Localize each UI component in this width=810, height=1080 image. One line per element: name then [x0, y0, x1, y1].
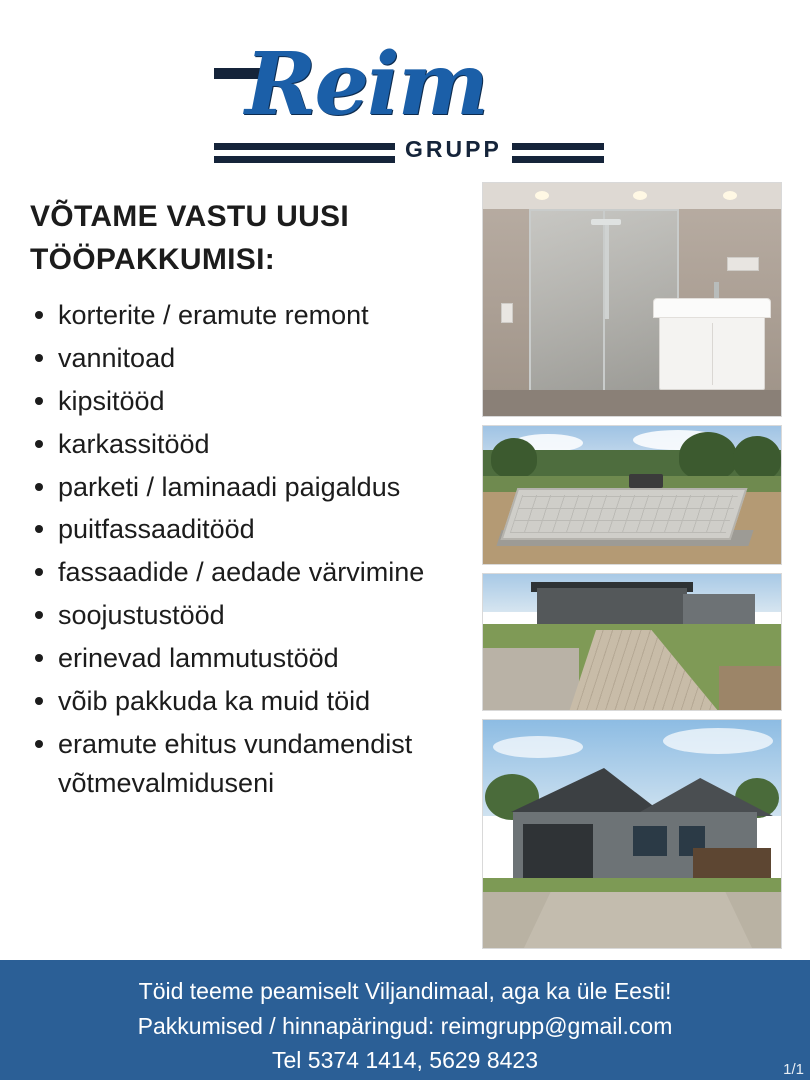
list-item-label: eramute ehitus vundamendist võtmevalmiduseni: [58, 728, 413, 798]
shower-head-icon: [591, 219, 621, 225]
list-item: [30, 510, 470, 549]
window: [633, 826, 667, 856]
towel-holder: [727, 257, 759, 271]
list-item: [30, 639, 470, 678]
bullet-dot-icon: [35, 611, 43, 619]
list-item: [30, 682, 470, 721]
bullet-dot-icon: [35, 483, 43, 491]
contact-footer: [0, 960, 810, 1080]
company-logo: [190, 28, 620, 163]
list-item: [30, 296, 470, 335]
list-item: [30, 725, 470, 803]
list-item: [30, 425, 470, 464]
bullet-dot-icon: [35, 354, 43, 362]
vanity-cabinet: [659, 316, 765, 390]
light-switch-icon: [501, 303, 513, 323]
soil-area: [719, 666, 782, 711]
tree-icon: [679, 432, 737, 480]
list-item: [30, 339, 470, 378]
bullet-dot-icon: [35, 440, 43, 448]
list-item-label: erinevad lammutustööd: [58, 643, 339, 673]
list-item-label: puitfassaaditööd: [58, 514, 255, 545]
foundation-photo: [482, 425, 782, 565]
list-item-label: soojustustööd: [58, 600, 225, 631]
footer-line-region: Töid teeme peamiselt Viljandimaal, aga ka üle Eesti!: [138, 978, 672, 1004]
photo-gallery: [482, 182, 782, 957]
concrete-slab: [501, 488, 748, 540]
bullet-dot-icon: [35, 568, 43, 576]
list-item-label: vannitoad: [58, 342, 176, 373]
bullet-dot-icon: [35, 311, 43, 319]
shower-rail: [605, 223, 609, 319]
tree-icon: [733, 436, 781, 480]
list-item-label: karkassitööd: [58, 428, 210, 459]
footer-line-phone[interactable]: Tel 5374 1414, 5629 8423: [271, 1047, 539, 1073]
ceiling-light-icon: [633, 191, 647, 200]
ceiling-light-icon: [723, 191, 737, 200]
house-wing: [683, 594, 755, 626]
list-item: [30, 468, 470, 507]
bullet-dot-icon: [35, 697, 43, 705]
list-item: [30, 596, 470, 635]
ceiling-light-icon: [535, 191, 549, 200]
truck-icon: [629, 474, 663, 488]
bullet-dot-icon: [35, 397, 43, 405]
services-list: [30, 296, 470, 807]
bullet-dot-icon: [35, 654, 43, 662]
grass-strip: [483, 878, 781, 892]
bullet-dot-icon: [35, 525, 43, 533]
list-item-label: võib pakkuda ka muid töid: [58, 685, 371, 716]
page-indicator: 1/1: [783, 1061, 804, 1078]
driveway: [523, 892, 753, 949]
footer-line-email[interactable]: Pakkumised / hinnapäringud: reimgrupp@gmail.com: [137, 1012, 673, 1039]
list-item: [30, 553, 470, 592]
tree-icon: [491, 438, 537, 478]
driveway-photo: [482, 573, 782, 711]
washbasin: [653, 298, 771, 318]
bathroom-photo: [482, 182, 782, 417]
cloud-icon: [663, 728, 773, 754]
logo-subtitle: GRUPP: [395, 136, 512, 163]
garage-opening: [523, 824, 593, 878]
terrace-deck: [693, 848, 771, 882]
list-item-label: parketi / laminaadi paigaldus: [58, 471, 401, 502]
page-title: VÕTAME VASTU UUSI TÖÖPAKKUMISI:: [30, 200, 350, 276]
bathroom-floor: [483, 390, 781, 416]
logo-wordmark: Reim: [245, 34, 487, 135]
list-item-label: kipsitööd: [58, 385, 165, 416]
gravel-area: [483, 648, 579, 711]
list-item-label: fassaadide / aedade värvimine: [58, 557, 425, 588]
house-body: [537, 588, 687, 628]
list-item-label: korterite / eramute remont: [58, 300, 369, 330]
bullet-dot-icon: [35, 740, 43, 748]
house-photo: [482, 719, 782, 949]
faucet-icon: [714, 282, 719, 298]
list-item: [30, 382, 470, 421]
cloud-icon: [493, 736, 583, 758]
